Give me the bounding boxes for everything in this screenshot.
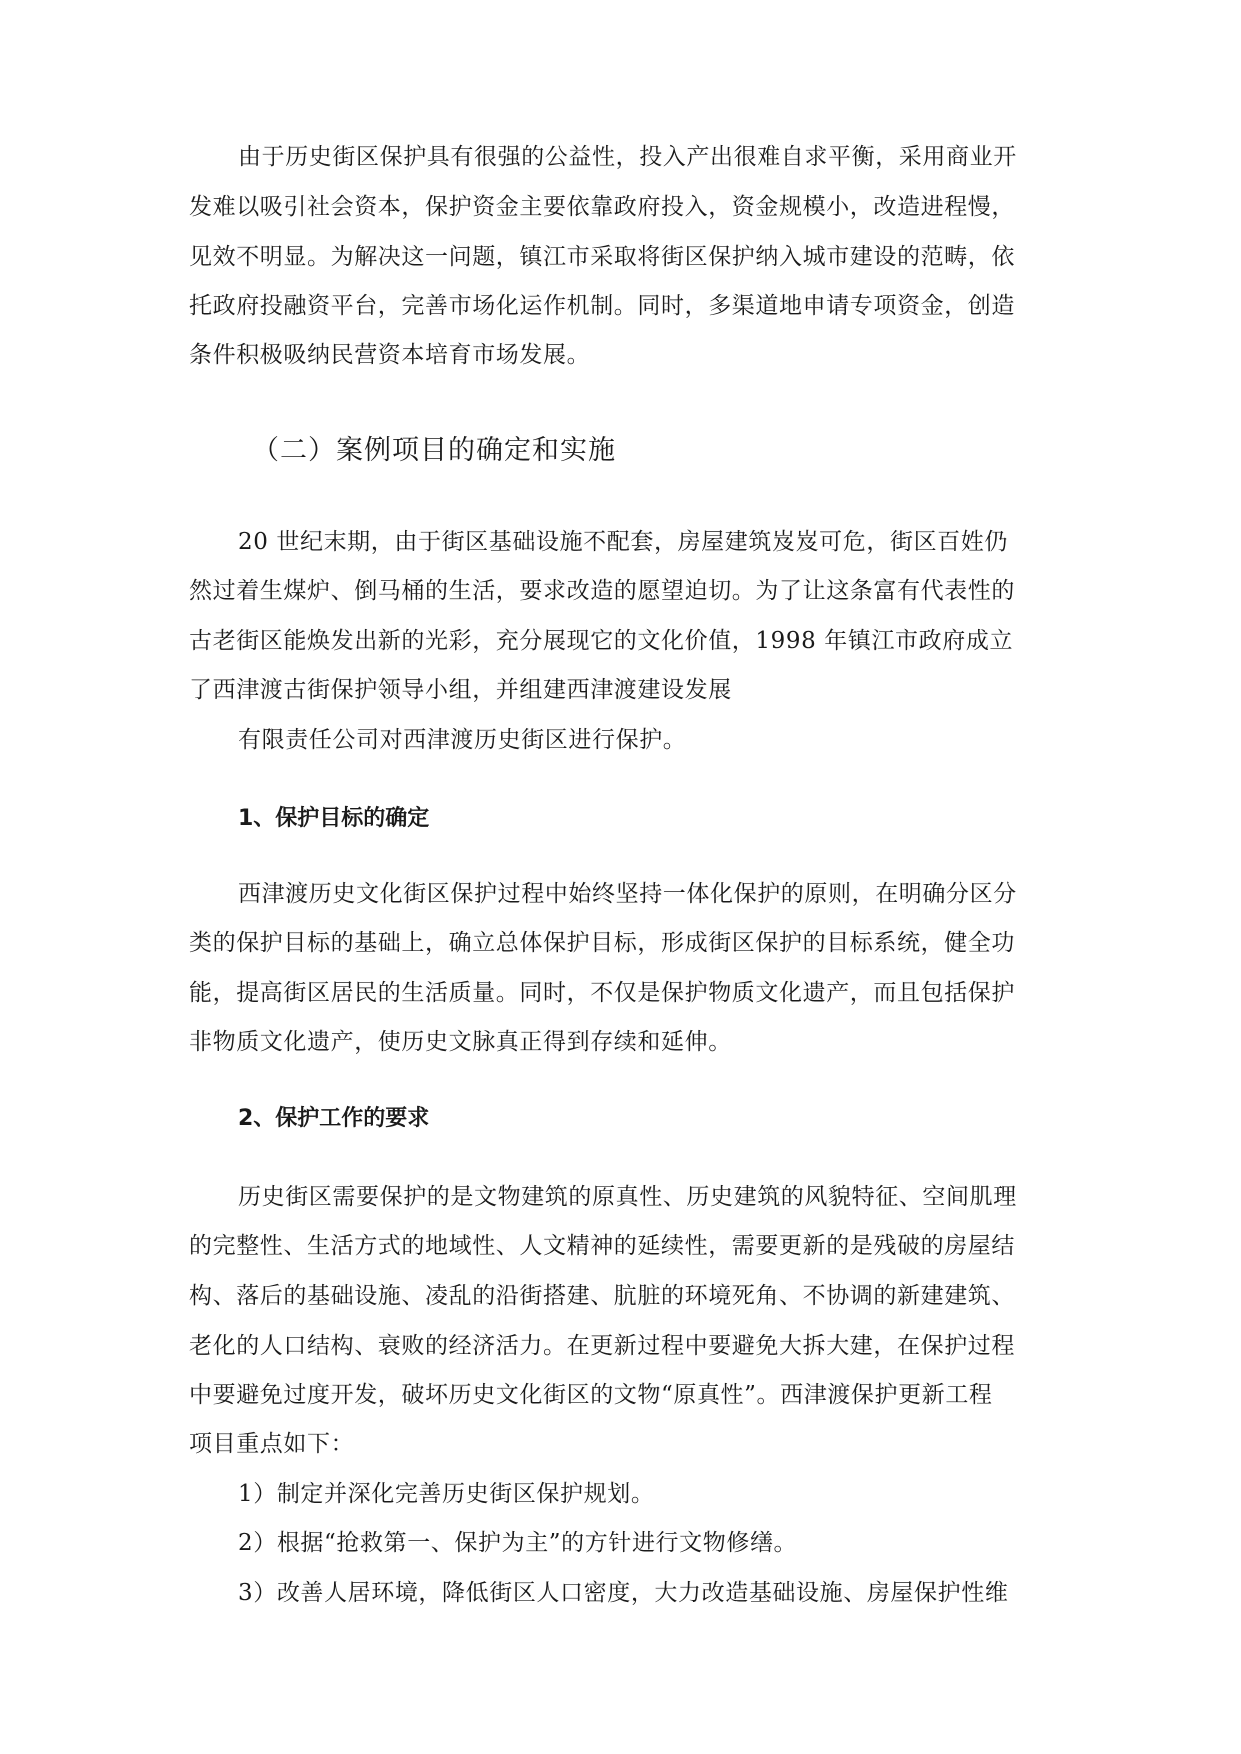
paragraph-line: 见效不明显。为解决这一问题，镇江市采取将街区保护纳入城市建设的范畴，依 <box>189 244 1015 270</box>
subheading-work-requirements: 2、保护工作的要求 <box>238 1106 430 1131</box>
paragraph-line: 了西津渡古街保护领导小组，并组建西津渡建设发展 <box>189 677 732 703</box>
paragraph-line: 托政府投融资平台，完善市场化运作机制。同时，多渠道地申请专项资金，创造 <box>189 293 1015 319</box>
paragraph-line: 发难以吸引社会资本，保护资金主要依靠政府投入，资金规模小，改造进程慢， <box>189 194 1015 220</box>
paragraph-line: 中要避免过度开发，破坏历史文化街区的文物“原真性”。西津渡保护更新工程 <box>189 1382 993 1408</box>
list-item: 3）改善人居环境，降低街区人口密度，大力改造基础设施、房屋保护性维 <box>238 1580 1009 1606</box>
paragraph-line: 条件积极吸纳民营资本培育市场发展。 <box>189 342 591 368</box>
paragraph-line: 类的保护目标的基础上，确立总体保护目标，形成街区保护的目标系统，健全功 <box>189 930 1015 956</box>
list-item: 2）根据“抢救第一、保护为主”的方针进行文物修缮。 <box>238 1530 798 1556</box>
paragraph-line: 的完整性、生活方式的地域性、人文精神的延续性，需要更新的是残破的房屋结 <box>189 1233 1015 1259</box>
paragraph-line: 然过着生煤炉、倒马桶的生活，要求改造的愿望迫切。为了让这条富有代表性的 <box>189 578 1015 604</box>
paragraph-line: 西津渡历史文化街区保护过程中始终坚持一体化保护的原则，在明确分区分 <box>238 881 1017 907</box>
paragraph-line: 历史街区需要保护的是文物建筑的原真性、历史建筑的风貌特征、空间肌理 <box>238 1184 1017 1210</box>
paragraph-line: 能，提高街区居民的生活质量。同时，不仅是保护物质文化遗产，而且包括保护 <box>189 980 1015 1006</box>
paragraph-line: 20 世纪末期，由于街区基础设施不配套，房屋建筑岌岌可危，街区百姓仍 <box>238 529 1008 555</box>
paragraph-line: 由于历史街区保护具有很强的公益性，投入产出很难自求平衡，采用商业开 <box>238 144 1017 170</box>
paragraph-line: 有限责任公司对西津渡历史街区进行保护。 <box>238 727 687 753</box>
paragraph-line: 项目重点如下： <box>189 1431 355 1457</box>
paragraph-line: 古老街区能焕发出新的光彩，充分展现它的文化价值，1998 年镇江市政府成立 <box>189 628 1014 654</box>
subheading-protection-goal: 1、保护目标的确定 <box>238 806 430 831</box>
paragraph-line: 非物质文化遗产，使历史文脉真正得到存续和延伸。 <box>189 1029 732 1055</box>
list-item: 1）制定并深化完善历史街区保护规划。 <box>238 1481 655 1507</box>
paragraph-line: 构、落后的基础设施、凌乱的沿街搭建、肮脏的环境死角、不协调的新建建筑、 <box>189 1283 1015 1309</box>
paragraph-line: 老化的人口结构、衰败的经济活力。在更新过程中要避免大拆大建，在保护过程 <box>189 1333 1015 1359</box>
section-heading: （二）案例项目的确定和实施 <box>252 435 616 466</box>
